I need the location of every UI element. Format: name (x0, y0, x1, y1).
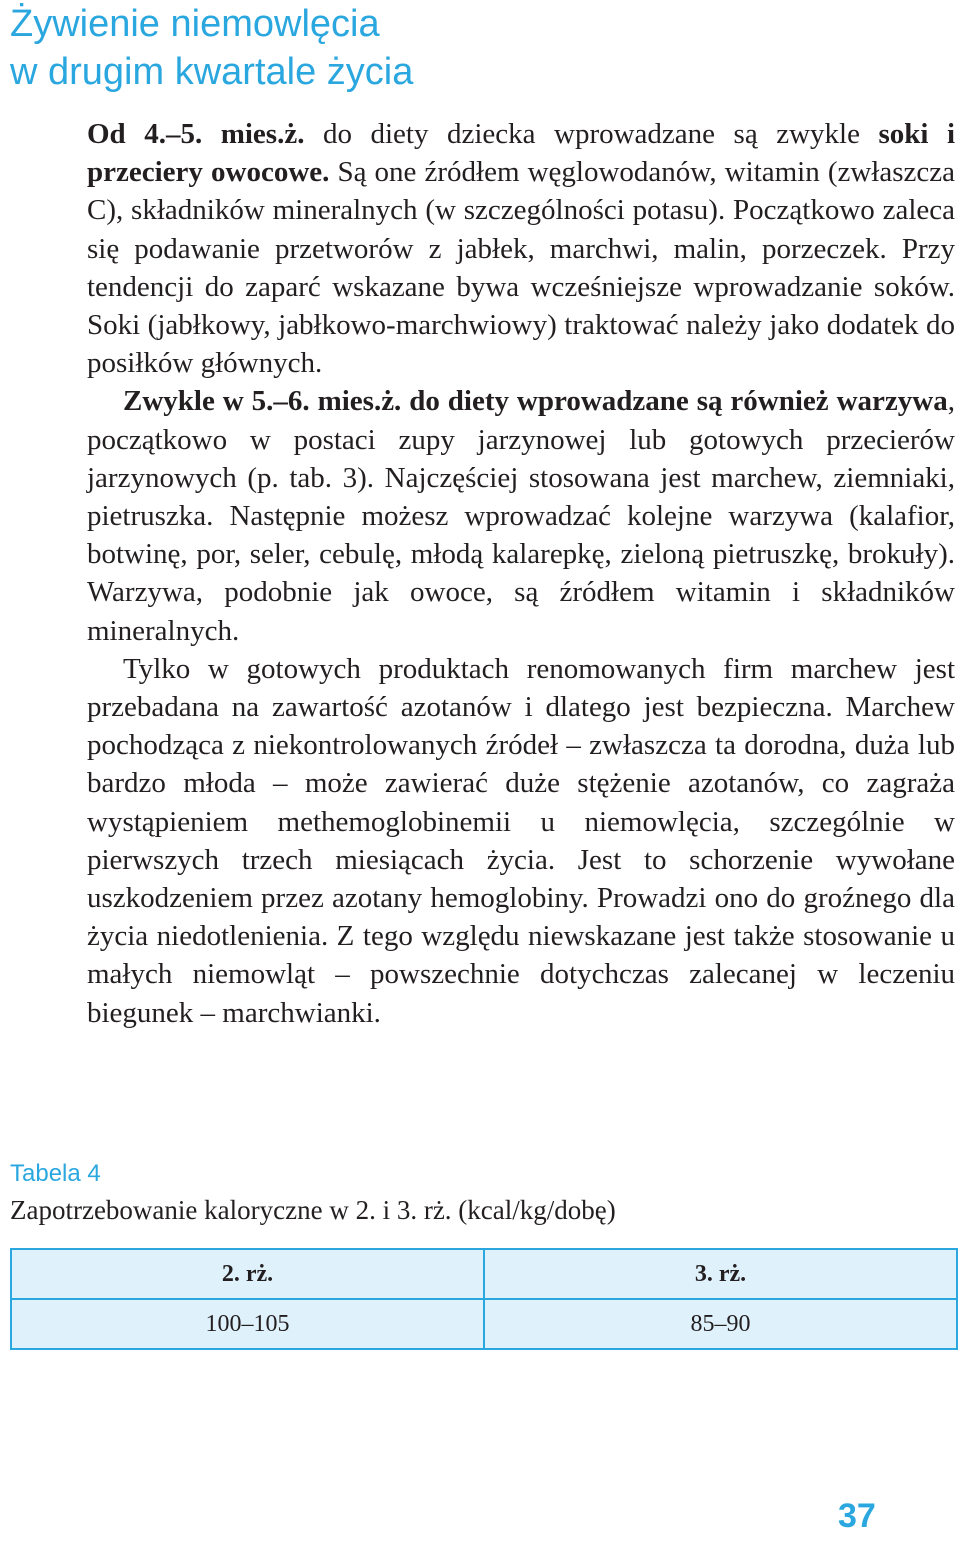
section-heading-line-1: Żywienie niemowlęcia (10, 3, 380, 45)
paragraph-juices (87, 115, 955, 382)
table-label: Tabela 4 (10, 1160, 101, 1187)
table-cell: 85–90 (484, 1299, 957, 1349)
text-run: , początkowo w postaci zupy jarzynowej lub gotowych przecierów jarzynowych (p. tab. 3). Najczęściej stosowana jest marchew, ziemniaki, pietruszka. Następnie możesz wprowadzać kolejne warzywa (kalafior, botwinę, por, seler, cebulę, młodą kalarepkę, zieloną pietruszkę, brokuły). Warzywa, podobnie jak owoce, są źródłem witamin i składników mineralnych. (87, 385, 955, 647)
text-run: do diety dziecka wprowadzane są zwykle (304, 118, 879, 150)
bold-phrase: soki i przeciery owocowe. (87, 118, 956, 189)
table-header-cell: 3. rż. (484, 1249, 957, 1299)
bold-phrase: Od 4.–5. mies.ż. (87, 118, 305, 150)
section-heading-line-2: w drugim kwartale życia (10, 51, 414, 93)
calorie-table (10, 1248, 958, 1350)
section-heading (10, 0, 910, 96)
paragraph-nitrates (87, 650, 955, 1032)
paragraph-vegetables (87, 382, 955, 649)
table-header-cell: 2. rż. (11, 1249, 484, 1299)
table-caption: Zapotrzebowanie kaloryczne w 2. i 3. rż. (kcal/kg/dobę) (10, 1195, 616, 1225)
bold-phrase: Zwykle w 5.–6. mies.ż. do diety wprowadzane są również warzywa (123, 385, 948, 418)
text-run: Są one źródłem węglowodanów, witamin (zwłaszcza C), składników mineralnych (w szczególności potasu). Początkowo zaleca się podawanie przetworów z jabłek, marchwi, malin, porzeczek. Przy tendencji do zaparć wskazane bywa wcześniejsze wprowadzanie soków. Soki (jabłkowy, jabłkowo-marchwiowy) traktować należy jako dodatek do posiłków głównych. (87, 156, 955, 380)
text-run: Tylko w gotowych produktach renomowanych firm marchew jest przebadana na zawartość azotanów i dlatego jest bezpieczna. Marchew pochodząca z niekontrolowanych źródeł – zwłaszcza ta dorodna, duża lub bardzo młoda – może zawierać duże stężenie azotanów, co zagraża wystąpieniem methemoglobinemii u niemowlęcia, szczególnie w pierwszych trzech miesiącach życia. Jest to schorzenie wywołane uszkodzeniem przez azotany hemoglobiny. Prowadzi ono do groźnego dla życia niedotlenienia. Z tego względu niewskazane jest także stosowanie u małych niemowląt – powszechnie dotychczas zalecanej w leczeniu biegunek – marchwianki. (87, 652, 955, 1029)
article-body (87, 115, 955, 1032)
table-header-row (11, 1249, 957, 1299)
table-cell: 100–105 (11, 1299, 484, 1349)
page-number: 37 (838, 1497, 876, 1535)
table-row (11, 1299, 957, 1349)
